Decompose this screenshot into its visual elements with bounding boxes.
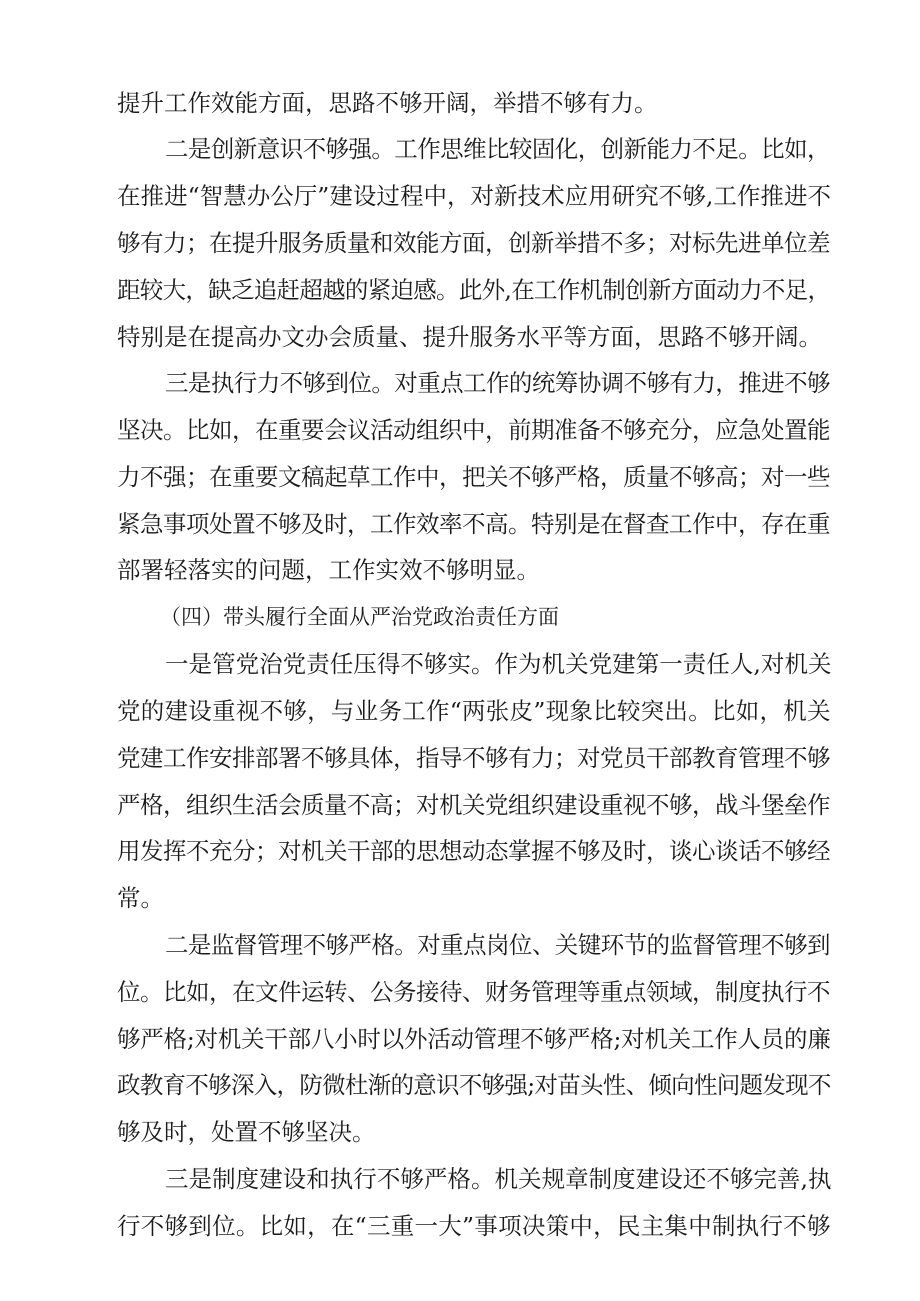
paragraph-line: 力不强；在重要文稿起草工作中，把关不够严格，质量不够高；对一些 — [117, 463, 830, 491]
paragraph-line: 用发挥不充分；对机关干部的思想动态掌握不够及时，谈心谈话不够经 — [117, 837, 830, 865]
paragraph-line: 二是创新意识不够强。工作思维比较固化，创新能力不足。比如， — [165, 135, 830, 163]
paragraph-line: 政教育不够深入，防微杜渐的意识不够强;对苗头性、倾向性问题发现不 — [117, 1071, 831, 1099]
paragraph-line: 常。 — [117, 884, 164, 912]
paragraph-line: 行不够到位。比如，在“三重一大”事项决策中，民主集中制执行不够 — [117, 1212, 831, 1240]
paragraph-line: 三是执行力不够到位。对重点工作的统筹协调不够有力，推进不够 — [165, 369, 830, 397]
paragraph-line: 够及时，处置不够坚决。 — [117, 1118, 376, 1146]
paragraph-line: 距较大，缺乏追赶超越的紧迫感。此外,在工作机制创新方面动力不足， — [117, 276, 831, 304]
paragraph-line: 三是制度建设和执行不够严格。机关规章制度建设还不够完善,执 — [165, 1165, 832, 1193]
paragraph-line: 党的建设重视不够，与业务工作“两张皮”现象比较突出。比如，机关 — [117, 697, 831, 725]
paragraph-line: 一是管党治党责任压得不够实。作为机关党建第一责任人,对机关 — [165, 650, 832, 678]
paragraph-line: 特别是在提高办文办会质量、提升服务水平等方面，思路不够开阔。 — [117, 323, 822, 351]
paragraph-line: 够有力；在提升服务质量和效能方面，创新举措不多；对标先进单位差 — [117, 229, 830, 257]
paragraph-line: 紧急事项处置不够及时，工作效率不高。特别是在督查工作中，存在重 — [117, 510, 830, 538]
paragraph-line: 党建工作安排部署不够具体，指导不够有力；对党员干部教育管理不够 — [117, 744, 830, 772]
paragraph-line: 坚决。比如，在重要会议活动组织中，前期准备不够充分，应急处置能 — [117, 416, 830, 444]
paragraph-line: 严格，组织生活会质量不高；对机关党组织建设重视不够，战斗堡垒作 — [117, 791, 830, 819]
paragraph-line: 提升工作效能方面，思路不够开阔，举措不够有力。 — [117, 89, 658, 117]
paragraph-line: 二是监督管理不够严格。对重点岗位、关键环节的监督管理不够到 — [165, 931, 830, 959]
paragraph-line: 部署轻落实的问题，工作实效不够明显。 — [117, 556, 540, 584]
paragraph-line: 在推进“智慧办公厅”建设过程中，对新技术应用研究不够,工作推进不 — [117, 182, 832, 210]
paragraph-line: 够严格;对机关干部八小时以外活动管理不够严格;对机关工作人员的廉 — [117, 1025, 831, 1053]
paragraph-line: 位。比如，在文件运转、公务接待、财务管理等重点领域，制度执行不 — [117, 978, 830, 1006]
section-heading: （四）带头履行全面从严治党政治责任方面 — [160, 605, 559, 629]
